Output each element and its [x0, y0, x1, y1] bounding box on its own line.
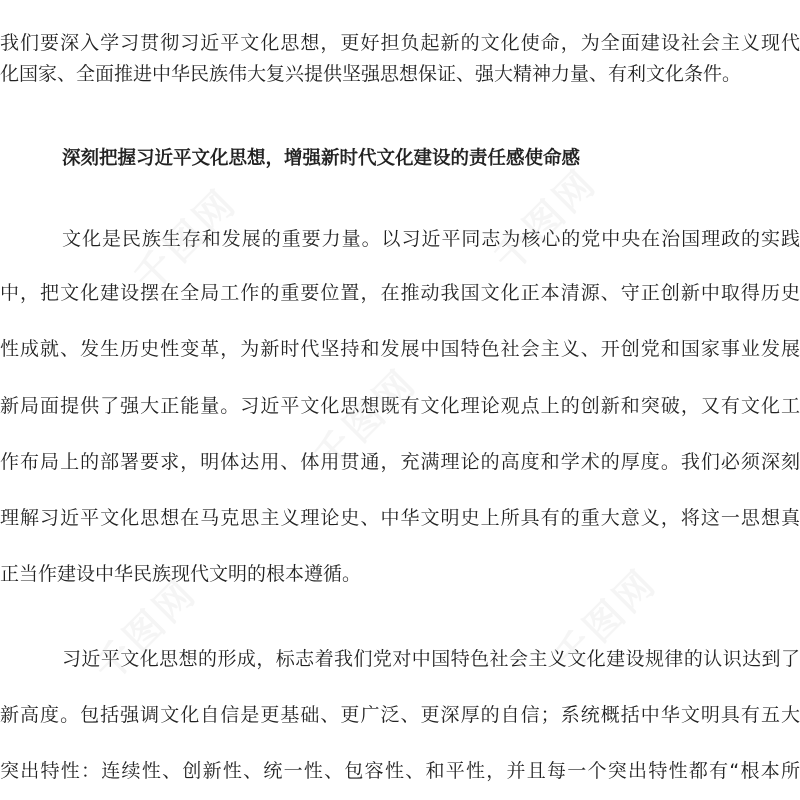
- paragraph-2-line-2: 新高度。包括强调文化自信是更基础、更广泛、更深厚的自信；系统概括中华文明具有五大: [0, 704, 800, 726]
- watermark-3: 千图网: [305, 359, 426, 481]
- paragraph-1-line-3: 性成就、发生历史性变革，为新时代坚持和发展中国特色社会主义、开创党和国家事业发展: [0, 338, 800, 360]
- watermark-5: 千图网: [545, 559, 666, 681]
- paragraph-1-line-2: 中，把文化建设摆在全局工作的重要位置，在推动我国文化正本清源、守正创新中取得历史: [0, 282, 800, 304]
- paragraph-1-line-4: 新局面提供了强大正能量。习近平文化思想既有文化理论观点上的创新和突破，又有文化工: [0, 395, 800, 417]
- paragraph-1-line-1: 文化是民族生存和发展的重要力量。以习近平同志为核心的党中央在治国理政的实践: [62, 228, 800, 250]
- watermark-2: 千图网: [485, 159, 606, 281]
- watermark-1: 千图网: [125, 179, 246, 301]
- intro-paragraph-line-1: 我们要深入学习贯彻习近平文化思想，更好担负起新的文化使命，为全面建设社会主义现代: [0, 32, 800, 54]
- paragraph-2-line-3: 突出特性：连续性、创新性、统一性、包容性、和平性，并且每一个突出特性都有“根本所: [0, 760, 800, 782]
- paragraph-2-line-1: 习近平文化思想的形成，标志着我们党对中国特色社会主义文化建设规律的认识达到了: [62, 648, 800, 670]
- section-heading: 深刻把握习近平文化思想，增强新时代文化建设的责任感使命感: [62, 148, 581, 169]
- intro-paragraph-line-2: 化国家、全面推进中华民族伟大复兴提供坚强思想保证、强大精神力量、有利文化条件。: [0, 63, 742, 85]
- paragraph-1-line-7: 正当作建设中华民族现代文明的根本遵循。: [0, 563, 362, 585]
- paragraph-1-line-5: 作布局上的部署要求，明体达用、体用贯通，充满理论的高度和学术的厚度。我们必须深刻: [0, 451, 800, 473]
- watermark-4: 千图网: [85, 569, 206, 691]
- paragraph-1-line-6: 理解习近平文化思想在马克思主义理论史、中华文明史上所具有的重大意义，将这一思想真: [0, 507, 800, 529]
